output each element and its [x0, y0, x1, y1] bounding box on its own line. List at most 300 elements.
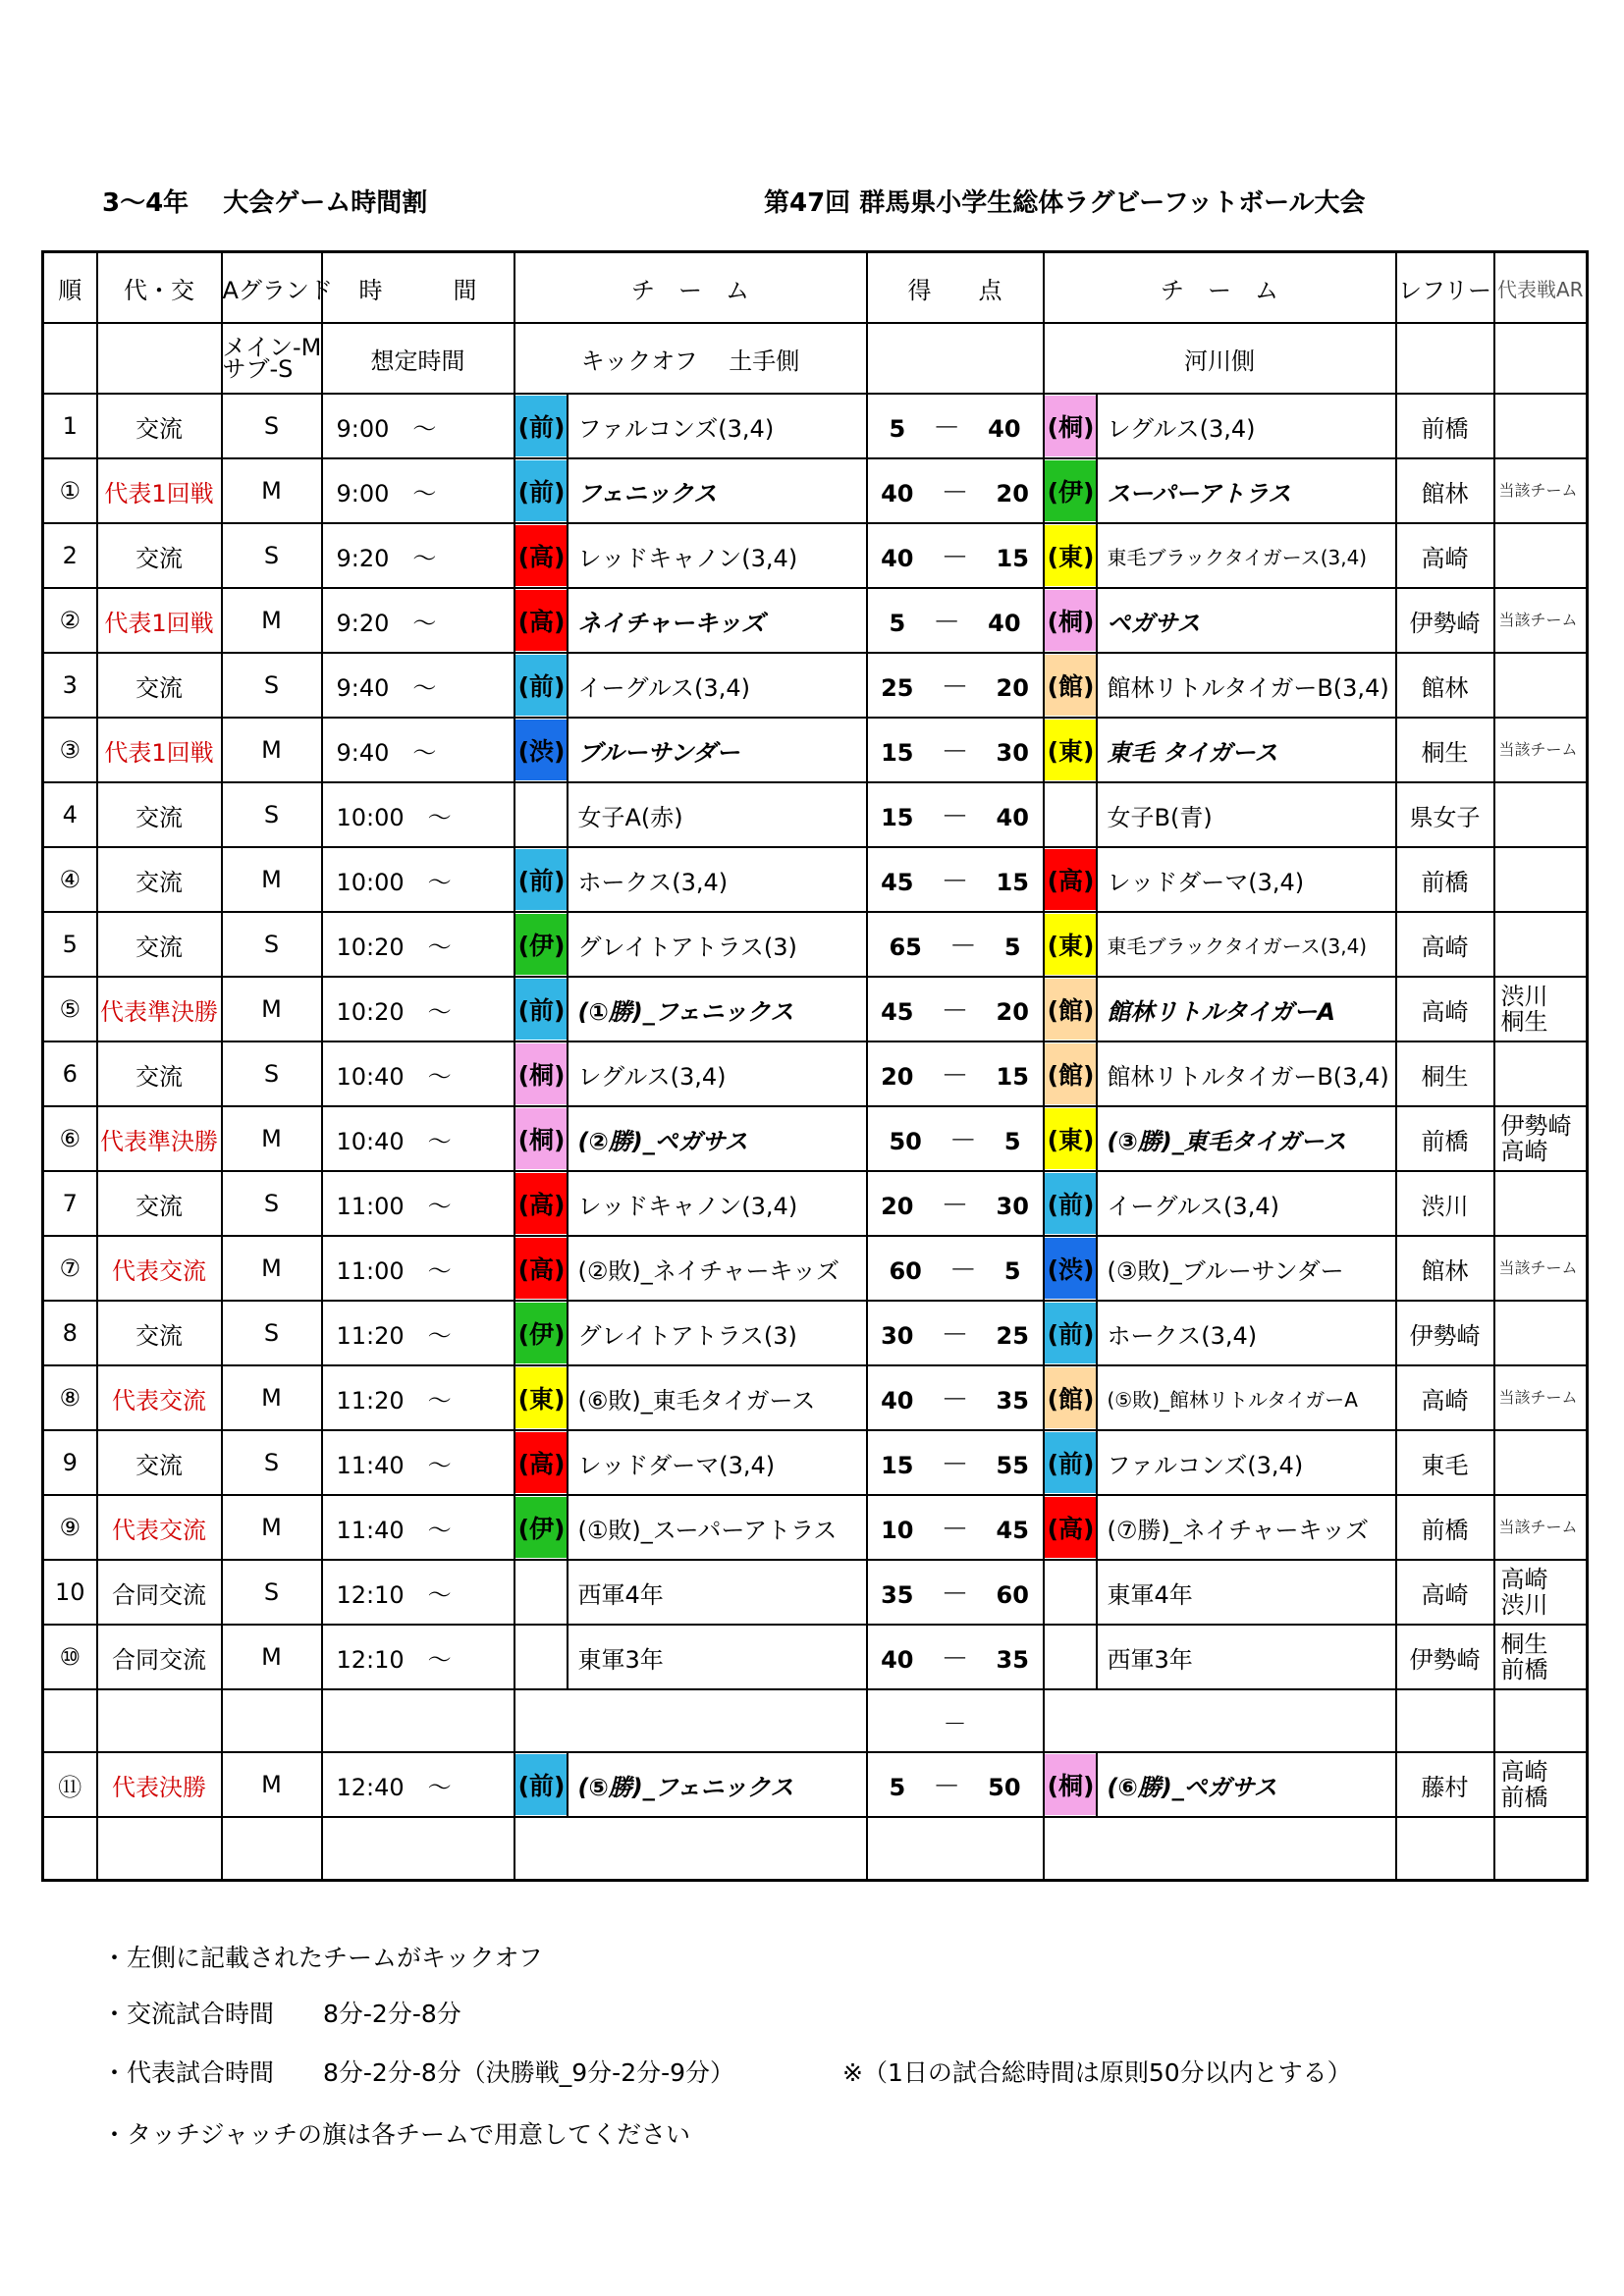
- match-row: [43, 1236, 1588, 1301]
- left-team: レッドダーマ(3,4): [568, 1430, 867, 1495]
- score-dash: －: [913, 735, 997, 768]
- team-region-badge: (館): [1045, 1043, 1098, 1104]
- score: [867, 523, 1044, 588]
- referee: 藤村: [1396, 1752, 1494, 1817]
- start-time: 11:20 ～: [322, 1301, 514, 1365]
- score-dash: －: [913, 1383, 997, 1415]
- referee: 伊勢崎: [1396, 588, 1494, 653]
- team-region-badge: (前): [1045, 1432, 1098, 1493]
- empty-cell: [1044, 1817, 1396, 1881]
- empty-cell: [222, 1689, 322, 1752]
- team-region-badge: (渋): [515, 720, 568, 780]
- left-badge-cell: [514, 523, 568, 588]
- team-region-badge: (高): [515, 1432, 568, 1493]
- match-category: 代表交流: [97, 1365, 222, 1430]
- ground: S: [222, 1301, 322, 1365]
- score-left: 15: [881, 1452, 914, 1479]
- ground: S: [222, 523, 322, 588]
- ground: S: [222, 1041, 322, 1106]
- match-row: [43, 912, 1588, 977]
- right-badge-cell: [1044, 1106, 1097, 1171]
- score: [867, 1495, 1044, 1560]
- match-number: 8: [43, 1301, 97, 1365]
- referee: 高崎: [1396, 523, 1494, 588]
- ground: S: [222, 1430, 322, 1495]
- left-badge-cell: [514, 718, 568, 782]
- header-ar: 代表戦AR: [1494, 252, 1588, 324]
- score-left: 25: [881, 674, 914, 702]
- score-right: 15: [996, 1063, 1029, 1091]
- match-number: ④: [43, 847, 97, 912]
- referee: 渋川: [1396, 1171, 1494, 1236]
- match-number: ⑦: [43, 1236, 97, 1301]
- empty-cell: [1494, 1817, 1588, 1881]
- left-badge-cell: [514, 458, 568, 523]
- empty-cell: [43, 1817, 97, 1881]
- score: [867, 1171, 1044, 1236]
- match-category: 交流: [97, 1171, 222, 1236]
- score-left: 40: [881, 480, 914, 507]
- match-row: [43, 523, 1588, 588]
- match-category: 代表1回戦: [97, 458, 222, 523]
- ground: M: [222, 1625, 322, 1689]
- score-left: 65: [889, 934, 922, 961]
- right-badge-cell: [1044, 1171, 1097, 1236]
- right-team: (③勝)_東毛タイガース: [1097, 1106, 1396, 1171]
- left-team: 女子A(赤): [568, 782, 867, 847]
- start-time: 12:10 ～: [322, 1560, 514, 1625]
- empty-cell: [1396, 1689, 1494, 1752]
- left-team: ブルーサンダー: [568, 718, 867, 782]
- header-order-blank: [43, 323, 97, 394]
- header-expected-time: 想定時間: [322, 323, 514, 394]
- match-number: ②: [43, 588, 97, 653]
- score-right: 20: [996, 480, 1029, 507]
- referee: 伊勢崎: [1396, 1301, 1494, 1365]
- score-right: 55: [996, 1452, 1029, 1479]
- right-badge-cell: [1044, 1430, 1097, 1495]
- right-team: レグルス(3,4): [1097, 394, 1396, 458]
- ar-referees: [1494, 653, 1588, 718]
- start-time: 10:40 ～: [322, 1041, 514, 1106]
- ground: M: [222, 718, 322, 782]
- match-category: 交流: [97, 847, 222, 912]
- match-number: 1: [43, 394, 97, 458]
- score-left: 15: [881, 804, 914, 831]
- match-row: [43, 977, 1588, 1041]
- ground: M: [222, 1106, 322, 1171]
- right-badge-cell: [1044, 1625, 1097, 1689]
- left-team: (⑥敗)_東毛タイガース: [568, 1365, 867, 1430]
- header-referee-blank: [1396, 323, 1494, 394]
- left-badge-cell: [514, 782, 568, 847]
- match-number: ③: [43, 718, 97, 782]
- right-badge-cell: [1044, 1236, 1097, 1301]
- header-ground-key: [222, 323, 322, 394]
- score: [867, 1106, 1044, 1171]
- score-right: 40: [996, 804, 1029, 831]
- right-team: 館林リトルタイガーB(3,4): [1097, 653, 1396, 718]
- score-dash: －: [905, 606, 989, 638]
- team-region-badge: (前): [515, 1754, 568, 1815]
- score-right: 30: [996, 1193, 1029, 1220]
- score: [867, 1752, 1044, 1817]
- score-right: 60: [996, 1581, 1029, 1609]
- ar-referees: 渋川 桐生: [1494, 977, 1588, 1041]
- team-region-badge: (高): [515, 590, 568, 651]
- score-left: 5: [889, 415, 906, 443]
- right-team: (⑥勝)_ペガサス: [1097, 1752, 1396, 1817]
- score-left: 20: [881, 1193, 914, 1220]
- header-river-side: 河川側: [1044, 323, 1396, 394]
- team-region-badge: (桐): [1045, 396, 1098, 456]
- right-badge-cell: [1044, 394, 1097, 458]
- left-badge-cell: [514, 1041, 568, 1106]
- right-team: 西軍3年: [1097, 1625, 1396, 1689]
- left-badge-cell: [514, 588, 568, 653]
- match-category: 代表決勝: [97, 1752, 222, 1817]
- score-dash: －: [867, 1689, 1044, 1752]
- team-region-badge: (伊): [1045, 460, 1098, 521]
- start-time: 11:40 ～: [322, 1430, 514, 1495]
- match-row: [43, 1365, 1588, 1430]
- ground: S: [222, 653, 322, 718]
- score: [867, 1301, 1044, 1365]
- start-time: 9:20 ～: [322, 523, 514, 588]
- ar-referees: 伊勢崎 高崎: [1494, 1106, 1588, 1171]
- schedule-title: 3～4年 大会ゲーム時間割: [102, 188, 428, 218]
- team-region-badge: (東): [1045, 720, 1098, 780]
- referee: 県女子: [1396, 782, 1494, 847]
- score-dash: －: [913, 1448, 997, 1480]
- start-time: 10:00 ～: [322, 782, 514, 847]
- team-region-badge: (前): [515, 655, 568, 716]
- start-time: 10:00 ～: [322, 847, 514, 912]
- ground: M: [222, 588, 322, 653]
- ar-referees: [1494, 394, 1588, 458]
- right-team: (⑦勝)_ネイチャーキッズ: [1097, 1495, 1396, 1560]
- header-ground: Aグランド: [222, 252, 322, 324]
- match-row: [43, 394, 1588, 458]
- start-time: 10:40 ～: [322, 1106, 514, 1171]
- team-region-badge: (館): [1045, 1367, 1098, 1428]
- match-number: ⑥: [43, 1106, 97, 1171]
- ar-referees: 当該チーム: [1494, 718, 1588, 782]
- team-region-badge: (伊): [515, 914, 568, 975]
- right-badge-cell: [1044, 1365, 1097, 1430]
- left-team: ネイチャーキッズ: [568, 588, 867, 653]
- score-left: 40: [881, 545, 914, 572]
- ar-referees: 当該チーム: [1494, 1495, 1588, 1560]
- match-category: 交流: [97, 782, 222, 847]
- header-team-right: チ ー ム: [1044, 252, 1396, 324]
- right-badge-cell: [1044, 1495, 1097, 1560]
- match-row: [43, 1041, 1588, 1106]
- start-time: 12:40 ～: [322, 1752, 514, 1817]
- header-type-blank: [97, 323, 222, 394]
- score-right: 15: [996, 545, 1029, 572]
- score-left: 60: [889, 1257, 922, 1285]
- empty-cell: [1044, 1689, 1396, 1752]
- left-team: (①勝)_フェニックス: [568, 977, 867, 1041]
- score-dash: －: [913, 1577, 997, 1610]
- score-left: 50: [889, 1128, 922, 1155]
- right-team: イーグルス(3,4): [1097, 1171, 1396, 1236]
- left-badge-cell: [514, 1171, 568, 1236]
- team-region-badge: (桐): [1045, 1754, 1098, 1815]
- team-region-badge: (東): [515, 1367, 568, 1428]
- team-region-badge: (館): [1045, 979, 1098, 1040]
- start-time: 9:00 ～: [322, 394, 514, 458]
- score-dash: －: [913, 994, 997, 1027]
- ground-sub-label: サブ-S: [222, 355, 294, 383]
- ar-referees: [1494, 847, 1588, 912]
- ar-referees: [1494, 1041, 1588, 1106]
- empty-cell: [222, 1817, 322, 1881]
- ground: M: [222, 1495, 322, 1560]
- referee: 前橋: [1396, 1106, 1494, 1171]
- ar-referees: [1494, 912, 1588, 977]
- team-region-badge: (高): [1045, 1497, 1098, 1558]
- right-badge-cell: [1044, 653, 1097, 718]
- match-row: [43, 847, 1588, 912]
- referee: 桐生: [1396, 1041, 1494, 1106]
- referee: 高崎: [1396, 912, 1494, 977]
- ar-referees: 高崎 渋川: [1494, 1560, 1588, 1625]
- header-order: 順: [43, 252, 97, 324]
- match-category: 代表交流: [97, 1236, 222, 1301]
- score-dash: －: [905, 1770, 989, 1802]
- score-right: 20: [996, 998, 1029, 1026]
- left-badge-cell: [514, 1430, 568, 1495]
- match-number: 4: [43, 782, 97, 847]
- match-number: 10: [43, 1560, 97, 1625]
- header-row-2: [43, 323, 1588, 394]
- right-badge-cell: [1044, 588, 1097, 653]
- score: [867, 977, 1044, 1041]
- match-row: [43, 1106, 1588, 1171]
- ground: S: [222, 1560, 322, 1625]
- score-dash: －: [913, 800, 997, 832]
- score: [867, 1560, 1044, 1625]
- ground: M: [222, 977, 322, 1041]
- header-ar-blank: [1494, 323, 1588, 394]
- score-left: 35: [881, 1581, 914, 1609]
- empty-cell: [514, 1689, 867, 1752]
- referee: 館林: [1396, 1236, 1494, 1301]
- score: [867, 1236, 1044, 1301]
- score-dash: －: [913, 1642, 997, 1675]
- ar-referees: 当該チーム: [1494, 588, 1588, 653]
- match-number: ⑩: [43, 1625, 97, 1689]
- referee: 高崎: [1396, 1560, 1494, 1625]
- team-region-badge: (東): [1045, 914, 1098, 975]
- ground: M: [222, 1236, 322, 1301]
- score-right: 15: [996, 869, 1029, 896]
- note-line: ※（1日の試合総時間は原則50分以内とする）: [842, 2058, 1352, 2087]
- tournament-title: 第47回 群馬県小学生総体ラグビーフットボール大会: [764, 188, 1366, 218]
- right-team: レッドダーマ(3,4): [1097, 847, 1396, 912]
- right-badge-cell: [1044, 847, 1097, 912]
- left-badge-cell: [514, 1495, 568, 1560]
- note-line: ・交流試合時間 8分-2分-8分: [102, 2000, 461, 2028]
- empty-cell: [867, 1817, 1044, 1881]
- ar-referees: 当該チーム: [1494, 1365, 1588, 1430]
- ar-referees: 高崎 前橋: [1494, 1752, 1588, 1817]
- score: [867, 912, 1044, 977]
- match-category: 代表1回戦: [97, 718, 222, 782]
- referee: 東毛: [1396, 1430, 1494, 1495]
- score-right: 40: [988, 610, 1021, 637]
- ar-referees: 桐生 前橋: [1494, 1625, 1588, 1689]
- score-left: 30: [881, 1322, 914, 1350]
- score: [867, 394, 1044, 458]
- match-number: 3: [43, 653, 97, 718]
- header-referee: レフリー: [1396, 252, 1494, 324]
- team-region-badge: (前): [515, 460, 568, 521]
- score-right: 40: [988, 415, 1021, 443]
- score-right: 20: [996, 674, 1029, 702]
- start-time: 11:20 ～: [322, 1365, 514, 1430]
- match-category: 合同交流: [97, 1625, 222, 1689]
- start-time: 9:40 ～: [322, 653, 514, 718]
- team-region-badge: (東): [1045, 525, 1098, 586]
- match-row: [43, 1171, 1588, 1236]
- team-region-badge: (伊): [515, 1303, 568, 1363]
- left-badge-cell: [514, 1106, 568, 1171]
- right-team: 東毛 タイガース: [1097, 718, 1396, 782]
- right-badge-cell: [1044, 458, 1097, 523]
- match-number: 7: [43, 1171, 97, 1236]
- left-team: (②敗)_ネイチャーキッズ: [568, 1236, 867, 1301]
- score-right: 30: [996, 739, 1029, 767]
- right-badge-cell: [1044, 523, 1097, 588]
- ground: S: [222, 912, 322, 977]
- referee: 高崎: [1396, 977, 1494, 1041]
- team-region-badge: (桐): [1045, 590, 1098, 651]
- referee: 前橋: [1396, 394, 1494, 458]
- left-badge-cell: [514, 1365, 568, 1430]
- left-team: レグルス(3,4): [568, 1041, 867, 1106]
- empty-cell: [322, 1689, 514, 1752]
- right-team: ペガサス: [1097, 588, 1396, 653]
- left-team: 西軍4年: [568, 1560, 867, 1625]
- score-dash: －: [913, 1513, 997, 1545]
- left-team: レッドキャノン(3,4): [568, 1171, 867, 1236]
- start-time: 9:20 ～: [322, 588, 514, 653]
- team-region-badge: (高): [515, 1238, 568, 1299]
- score-dash: －: [913, 670, 997, 703]
- empty-cell: [97, 1817, 222, 1881]
- ground: S: [222, 1171, 322, 1236]
- note-line: ・代表試合時間 8分-2分-8分（決勝戦_9分-2分-9分）: [102, 2058, 735, 2087]
- referee: 前橋: [1396, 1495, 1494, 1560]
- score-right: 5: [1003, 1128, 1021, 1155]
- right-team: 館林リトルタイガーB(3,4): [1097, 1041, 1396, 1106]
- start-time: 11:40 ～: [322, 1495, 514, 1560]
- score: [867, 588, 1044, 653]
- score-left: 40: [881, 1646, 914, 1674]
- score-dash: －: [913, 1059, 997, 1092]
- left-badge-cell: [514, 977, 568, 1041]
- start-time: 9:40 ～: [322, 718, 514, 782]
- ar-referees: 当該チーム: [1494, 1236, 1588, 1301]
- start-time: 10:20 ～: [322, 977, 514, 1041]
- ground: M: [222, 1365, 322, 1430]
- match-row: [43, 1430, 1588, 1495]
- left-badge-cell: [514, 912, 568, 977]
- team-region-badge: (館): [1045, 655, 1098, 716]
- start-time: 11:00 ～: [322, 1171, 514, 1236]
- score: [867, 847, 1044, 912]
- empty-cell: [322, 1817, 514, 1881]
- ar-referees: [1494, 1171, 1588, 1236]
- left-team: (②勝)_ペガサス: [568, 1106, 867, 1171]
- left-team: イーグルス(3,4): [568, 653, 867, 718]
- right-badge-cell: [1044, 1041, 1097, 1106]
- score-dash: －: [921, 1254, 1004, 1286]
- start-time: 10:20 ～: [322, 912, 514, 977]
- score-dash: －: [913, 865, 997, 897]
- score-right: 5: [1003, 934, 1021, 961]
- match-category: 代表準決勝: [97, 977, 222, 1041]
- ground: S: [222, 782, 322, 847]
- score-dash: －: [913, 541, 997, 573]
- right-badge-cell: [1044, 718, 1097, 782]
- match-row: [43, 1752, 1588, 1817]
- match-category: 交流: [97, 1041, 222, 1106]
- team-region-badge: (前): [515, 979, 568, 1040]
- match-number: ⑨: [43, 1495, 97, 1560]
- ar-referees: [1494, 1301, 1588, 1365]
- score: [867, 1625, 1044, 1689]
- left-badge-cell: [514, 653, 568, 718]
- match-category: 交流: [97, 1301, 222, 1365]
- ground: M: [222, 847, 322, 912]
- right-badge-cell: [1044, 977, 1097, 1041]
- ground: S: [222, 394, 322, 458]
- ar-referees: [1494, 523, 1588, 588]
- score: [867, 718, 1044, 782]
- match-number: 6: [43, 1041, 97, 1106]
- left-team: 東軍3年: [568, 1625, 867, 1689]
- score-right: 25: [996, 1322, 1029, 1350]
- spacer-row: [43, 1689, 1588, 1752]
- score-dash: －: [913, 476, 997, 508]
- ground: M: [222, 1752, 322, 1817]
- right-team: 東軍4年: [1097, 1560, 1396, 1625]
- note-line: ・左側に記載されたチームがキックオフ: [102, 1944, 543, 1972]
- match-category: 代表準決勝: [97, 1106, 222, 1171]
- left-team: グレイトアトラス(3): [568, 912, 867, 977]
- match-category: 交流: [97, 1430, 222, 1495]
- right-team: スーパーアトラス: [1097, 458, 1396, 523]
- left-team: (⑤勝)_フェニックス: [568, 1752, 867, 1817]
- score-left: 10: [881, 1517, 914, 1544]
- score-right: 35: [996, 1387, 1029, 1415]
- left-badge-cell: [514, 1752, 568, 1817]
- score: [867, 1365, 1044, 1430]
- score-left: 40: [881, 1387, 914, 1415]
- match-number: ①: [43, 458, 97, 523]
- referee: 館林: [1396, 653, 1494, 718]
- score-right: 50: [988, 1774, 1021, 1801]
- match-row: [43, 1301, 1588, 1365]
- match-number: 2: [43, 523, 97, 588]
- left-badge-cell: [514, 847, 568, 912]
- left-team: レッドキャノン(3,4): [568, 523, 867, 588]
- right-badge-cell: [1044, 782, 1097, 847]
